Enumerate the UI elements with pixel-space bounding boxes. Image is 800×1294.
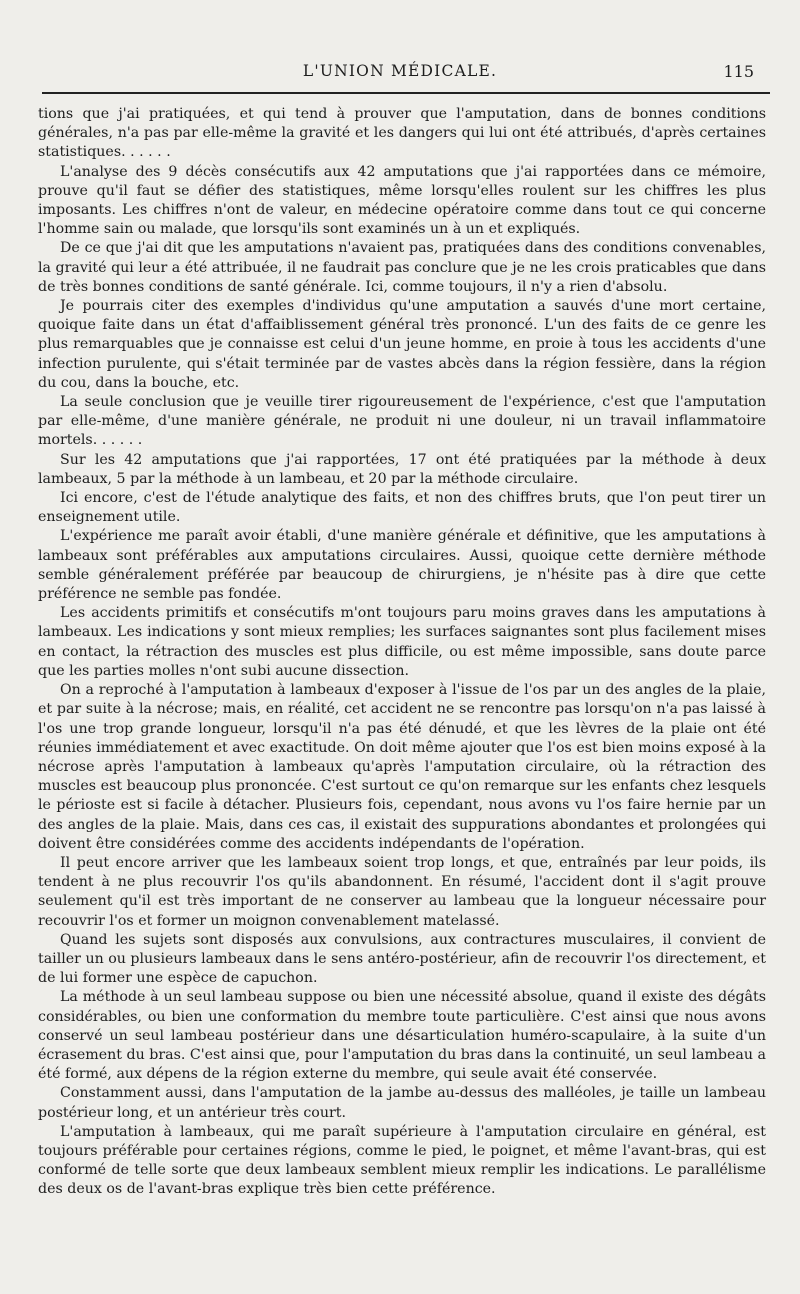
article-body xyxy=(38,105,766,1200)
header-rule xyxy=(42,92,770,94)
paragraph: Ici encore, c'est de l'étude analytique des faits, et non des chiffres bruts, que l'on peut tirer un enseignement utile. xyxy=(38,490,766,526)
page-number: 115 xyxy=(723,62,754,81)
paragraph: De ce que j'ai dit que les amputations n'avaient pas, pratiquées dans des conditions convenables, la gravité qui leur a été attribuée, il ne faudrait pas conclure que je ne les crois praticables que dans de très bonnes conditions de santé générale. Ici, comme toujours, il n'y a rien d'absolu. xyxy=(38,240,766,295)
paragraph: La méthode à un seul lambeau suppose ou bien une nécessité absolue, quand il existe des dégâts considérables, ou bien une conformation du membre toute particulière. C'est ainsi que nous avons conservé un seul lambeau postérieur dans une désarticulation huméro-scapulaire, à la suite d'un écrasement du bras. C'est ainsi que, pour l'amputation du bras dans la continuité, un seul lambeau a été formé, aux dépens de la région externe du membre, qui seule avait été conservée. xyxy=(38,989,766,1083)
running-header xyxy=(40,62,760,88)
paragraph: L'amputation à lambeaux, qui me paraît supérieure à l'amputation circulaire en général, est toujours préférable pour certaines régions, comme le pied, le poignet, et même l'avant-bras, qui est conformé de telle sorte que deux lambeaux semblent mieux remplir les indications. Le parallélisme des deux os de l'avant-bras explique très bien cette préférence. xyxy=(38,1123,766,1198)
paragraph: Quand les sujets sont disposés aux convulsions, aux contractures musculaires, il convient de tailler un ou plusieurs lambeaux dans le sens antéro-postérieur, afin de recouvrir l'os directement, et de lui former une espèce de capuchon. xyxy=(38,931,766,987)
paragraph: Constamment aussi, dans l'amputation de la jambe au-dessus des malléoles, je taille un lambeau postérieur long, et un antérieur très court. xyxy=(38,1085,766,1121)
paragraph: On a reproché à l'amputation à lambeaux d'exposer à l'issue de l'os par un des angles de la plaie, et par suite à la nécrose; mais, en réalité, cet accident ne se rencontre pas lorsqu'on n'a pas laissé à l'os une trop grande longueur, lorsqu'il n'a pas été dénudé, et que les lèvres de la plaie ont été réunies immédiatement et avec exactitude. On doit même ajouter que l'os est bien moins exposé à la nécrose après l'amputation à lambeaux qu'après l'amputation circulaire, où la rétraction des muscles est beaucoup plus prononcée. C'est surtout ce qu'on remarque sur les enfants chez lesquels le périoste est si facile à détacher. Plusieurs fois, cependant, nous avons vu l'os faire hernie par un des angles de la plaie. Mais, dans ces cas, il existait des suppurations abondantes et prolongées qui doivent être considérées comme des accidents indépendants de l'opération. xyxy=(38,682,766,852)
paragraph: La seule conclusion que je veuille tirer rigoureusement de l'expérience, c'est que l'amputation par elle-même, d'une manière générale, ne produit ni une douleur, ni un travail inflammatoire mortels. . . . . . xyxy=(38,394,766,449)
paragraph: Il peut encore arriver que les lambeaux soient trop longs, et que, entraînés par leur poids, ils tendent à ne plus recouvrir l'os qu'ils abandonnent. En résumé, l'accident dont il s'agit prouve seulement qu'il est très important de ne conserver au lambeau que la longueur nécessaire pour recouvrir l'os et former un moignon convenablement matelassé. xyxy=(38,854,766,929)
journal-title: L'UNION MÉDICALE. xyxy=(302,62,498,80)
paragraph: L'expérience me paraît avoir établi, d'une manière générale et définitive, que les amputations à lambeaux sont préférables aux amputations circulaires. Aussi, quoique cette dernière méthode semble généralement préférée par beaucoup de chirurgiens, je n'hésite pas à dire que cette préférence ne semble pas fondée. xyxy=(38,528,766,603)
paragraph: tions que j'ai pratiquées, et qui tend à prouver que l'amputation, dans de bonnes conditions générales, n'a pas par elle-même la gravité et les dangers qui lui ont été attribués, d'après certaines statistiques. . . . . . xyxy=(38,106,766,161)
paragraph: L'analyse des 9 décès consécutifs aux 42 amputations que j'ai rapportées dans ce mémoire, prouve qu'il faut se défier des statistiques, même lorsqu'elles roulent sur les chiffres les plus imposants. Les chiffres n'ont de valeur, en médecine opératoire comme dans tout ce qui concerne l'homme sain ou malade, que lorsqu'ils sont examinés un à un et expliqués. xyxy=(38,163,766,238)
paragraph: Les accidents primitifs et consécutifs m'ont toujours paru moins graves dans les amputations à lambeaux. Les indications y sont mieux remplies; les surfaces saignantes sont plus facilement mises en contact, la rétraction des muscles est plus difficile, ou est même impossible, sans doute parce que les parties molles n'ont subi aucune dissection. xyxy=(38,605,766,679)
paragraph: Sur les 42 amputations que j'ai rapportées, 17 ont été pratiquées par la méthode à deux lambeaux, 5 par la méthode à un lambeau, et 20 par la méthode circulaire. xyxy=(38,451,766,487)
paragraph: Je pourrais citer des exemples d'individus qu'une amputation a sauvés d'une mort certaine, quoique faite dans un état d'affaiblissement général très prononcé. L'un des faits de ce genre les plus remarquables que je connaisse est celui d'un jeune homme, en proie à tous les accidents d'une infection purulente, qui s'était terminée par de vastes abcès dans la région fessière, dans la région du cou, dans la bouche, etc. xyxy=(38,298,766,391)
